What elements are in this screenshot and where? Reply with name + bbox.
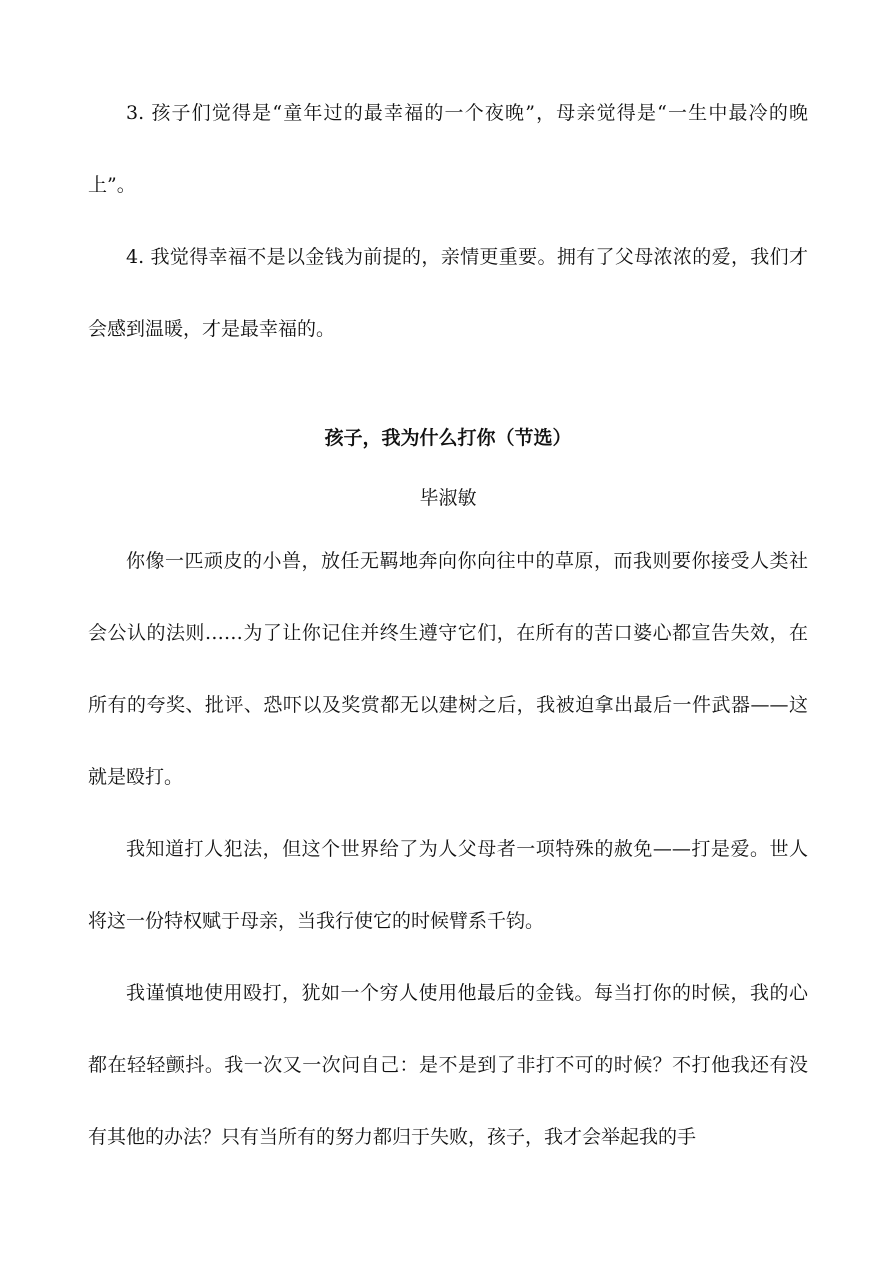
- article-paragraph-1: 你像一匹顽皮的小兽，放任无羁地奔向你向往中的草原，而我则要你接受人类社会公认的法则……为了让你记住并终生遵守它们，在所有的苦口婆心都宣告失效，在所有的夸奖、批评、恐吓以及奖赏都无以建树之后，我被迫拿出最后一件武器——这就是殴打。: [88, 550, 808, 788]
- answer-3: 3. 孩子们觉得是“童年过的最幸福的一个夜晚”，母亲觉得是“一生中最冷的晚上”。: [88, 102, 808, 196]
- article-title: 孩子，我为什么打你（节选）: [324, 427, 572, 449]
- article-paragraph-2: 我知道打人犯法，但这个世界给了为人父母者一项特殊的赦免——打是爱。世人将这一份特权赋于母亲，当我行使它的时候臂系千钧。: [88, 838, 808, 932]
- article-author: 毕淑敏: [419, 487, 477, 509]
- article-paragraph-3: 我谨慎地使用殴打，犹如一个穷人使用他最后的金钱。每当打你的时候，我的心都在轻轻颤抖。我一次又一次问自己：是不是到了非打不可的时候？不打他我还有没有其他的办法？只有当所有的努力都归于失败，孩子，我才会举起我的手: [88, 982, 808, 1148]
- answer-4: 4. 我觉得幸福不是以金钱为前提的，亲情更重要。拥有了父母浓浓的爱，我们才会感到温暖，才是最幸福的。: [88, 246, 808, 340]
